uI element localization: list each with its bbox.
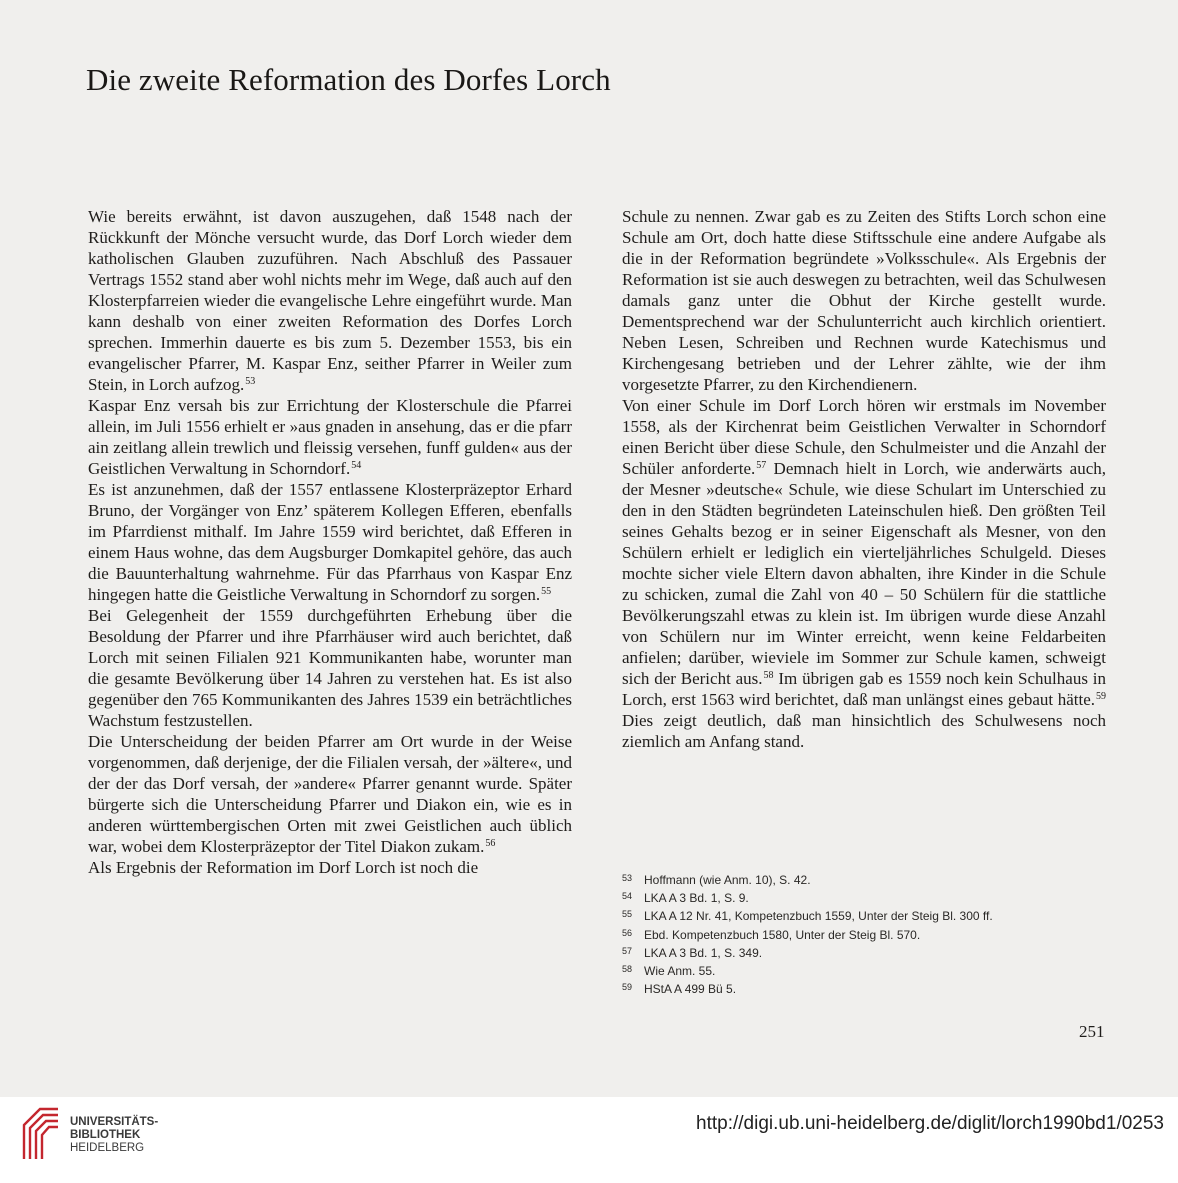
- page-number: 251: [1079, 1022, 1105, 1041]
- footnote-ref[interactable]: 58: [763, 670, 774, 681]
- paragraph: Als Ergebnis der Reformation im Dorf Lorch ist noch die: [88, 858, 479, 877]
- footnote-number: 58: [622, 964, 633, 975]
- page-title: Die zweite Reformation des Dorfes Lorch: [86, 62, 611, 97]
- footnote-ref[interactable]: 55: [541, 586, 552, 597]
- footnote-text: Ebd. Kompetenzbuch 1580, Unter der Steig Bl. 570.: [644, 927, 921, 942]
- footnote-number: 57: [622, 945, 633, 956]
- footnote-ref[interactable]: 54: [351, 460, 362, 471]
- footnotes: [622, 872, 1106, 999]
- footnote: [622, 908, 1106, 926]
- footnote-number: 59: [622, 982, 633, 993]
- footnote-ref[interactable]: 57: [756, 460, 767, 471]
- paragraph: Es ist anzunehmen, daß der 1557 entlassene Klosterpräzeptor Erhard Bruno, der Vorgänger von Enz’ späterem Kollegen Efferen, ebenfalls im Pfarrdienst mithalf. Im Jahre 1559 wird berichtet, daß Efferen in einem Haus wohne, das dem Augsburger Domkapitel gehöre, das auch die Bauunterhaltung wahrnehme. Für das Pfarrhaus von Kaspar Enz hingegen hatte die Geistliche Verwaltung in Schorndorf zu sorgen.$^{55}$: [88, 480, 572, 604]
- library-name: UNIVERSITÄTS- BIBLIOTHEK HEIDELBERG: [70, 1116, 159, 1154]
- footnote: [622, 890, 1106, 908]
- footnote-number: 53: [622, 873, 633, 883]
- footnote: [622, 927, 1106, 945]
- footnote-number: 55: [622, 909, 633, 920]
- footnote: [622, 963, 1106, 981]
- footnote-number: 56: [622, 927, 633, 938]
- paragraph: Kaspar Enz versah bis zur Errichtung der Klosterschule die Pfarrei allein, im Juli 1556 erhielt er »aus gnaden in ansehung, das er die pfarr ain zeitlang allein trewlich und fleissig versehen, funff gulden« aus der Geistlichen Verwaltung in Schorndorf.$^{54}$: [88, 396, 572, 478]
- footnote-ref[interactable]: 59: [1096, 691, 1106, 702]
- paragraph: Bei Gelegenheit der 1559 durchgeführten Erhebung über die Besoldung der Pfarrer und ihre Pfarrhäuser wird auch berichtet, daß Lorch mit seinen Filialen 921 Kommunikanten habe, worunter man die gesamte Bevölkerung über 14 Jahren zu verstehen hat. Es ist also gegenüber den 765 Kommunikanten des Jahres 1539 ein beträchtliches Wachstum festzustellen.: [88, 606, 572, 730]
- left-text-column: [88, 206, 572, 878]
- footnote: [622, 981, 1106, 999]
- library-logo-icon[interactable]: [18, 1105, 70, 1161]
- footnote-text: LKA A 12 Nr. 41, Kompetenzbuch 1559, Unter der Steig Bl. 300 ff.: [644, 909, 993, 924]
- paragraph: Die Unterscheidung der beiden Pfarrer am Ort wurde in der Weise vorgenommen, daß derjenige, der die Filialen versah, der »ältere«, und der der das Dorf versah, der »andere« Pfarrer genannt wurde. Später bürgerte sich die Unterscheidung Pfarrer und Diakon ein, wie es in anderen württembergischen Orten mit zwei Geistlichen auch üblich war, wobei dem Klosterpräzeptor der Titel Diakon zukam.$^{56}$: [88, 732, 572, 856]
- right-text-column: [622, 206, 1106, 752]
- footnote-text: LKA A 3 Bd. 1, S. 349.: [644, 945, 763, 960]
- footnote: [622, 945, 1106, 963]
- footnote-text: Hoffmann (wie Anm. 10), S. 42.: [644, 873, 811, 887]
- library-footer: [0, 1097, 1178, 1183]
- source-url-link[interactable]: http://digi.ub.uni-heidelberg.de/diglit/lorch1990bd1/0253: [696, 1113, 1164, 1134]
- paragraph: Schule zu nennen. Zwar gab es zu Zeiten des Stifts Lorch schon eine Schule am Ort, doch hatte diese Stiftsschule eine andere Aufgabe als die in der Reformation begründete »Volksschule«. Als Ergebnis der Reformation ist sie auch deswegen zu betrachten, weil das Schulwesen damals ganz unter die Obhut der Kirche gestellt wurde. Dementsprechend war der Schulunterricht auch kirchlich orientiert. Neben Lesen, Schreiben und Rechnen wurde Katechismus und Kirchengesang betrieben und der Lehrer zählte, wie der ihm vorgesetzte Pfarrer, zu den Kirchendienern.: [622, 207, 1106, 394]
- paragraph: Von einer Schule im Dorf Lorch hören wir erstmals im November 1558, als der Kirchenrat beim Geistlichen Verwalter in Schorndorf einen Bericht über diese Schule, den Schulmeister und die Anzahl der Schüler anforderte.$^{57}$ Demnach hielt in Lorch, wie anderwärts auch, der Mesner »deutsche« Schule, wie diese Schulart im Unterschied zu den in den Städten begründeten Lateinschulen hieß. Den größten Teil seines Gehalts bezog er in seiner Eigenschaft als Mesner, von den Schülern erhielt er lediglich ein vierteljährliches Schulgeld. Dieses mochte sicher viele Eltern davon abhalten, ihre Kinder in die Schule zu schicken, zumal die Zahl von 40 – 50 Schülern für die stattliche Bevölkerungszahl etwas zu klein ist. Im übrigen wurde diese Anzahl von Schülern nur im Winter erreicht, wenn keine Feldarbeiten anfielen; darüber, wieviele im Sommer zur Schule kamen, schweigt sich der Bericht aus.$^{58}$ Im übrigen gab es 1559 noch kein Schulhaus in Lorch, erst 1563 wird berichtet, daß man unlängst eines gebaut hätte.$^{59}$ Dies zeigt deutlich, daß man hinsichtlich des Schulwesens noch ziemlich am Anfang stand.: [622, 396, 1106, 751]
- footnote-ref[interactable]: 56: [485, 838, 496, 849]
- footnote-number: 54: [622, 891, 633, 902]
- footnote-text: HStA A 499 Bü 5.: [644, 982, 737, 997]
- footnote-text: Wie Anm. 55.: [644, 964, 716, 979]
- footnote-ref[interactable]: 53: [245, 376, 256, 387]
- paragraph: Wie bereits erwähnt, ist davon auszugehen, daß 1548 nach der Rückkunft der Mönche versucht wurde, das Dorf Lorch wieder dem katholischen Glauben zuzuführen. Nach Abschluß des Passauer Vertrags 1552 stand aber wohl nichts mehr im Wege, daß auch auf den Klosterpfarreien wieder die evangelische Lehre eingeführt wurde. Man kann deshalb von einer zweiten Reformation des Dorfes Lorch sprechen. Immerhin dauerte es bis zum 5. Dezember 1553, bis ein evangelischer Pfarrer, M. Kaspar Enz, seither Pfarrer in Weiler zum Stein, in Lorch aufzog.$^{53}$: [88, 207, 572, 394]
- footnote: [622, 872, 1106, 890]
- footnote-text: LKA A 3 Bd. 1, S. 9.: [644, 891, 749, 906]
